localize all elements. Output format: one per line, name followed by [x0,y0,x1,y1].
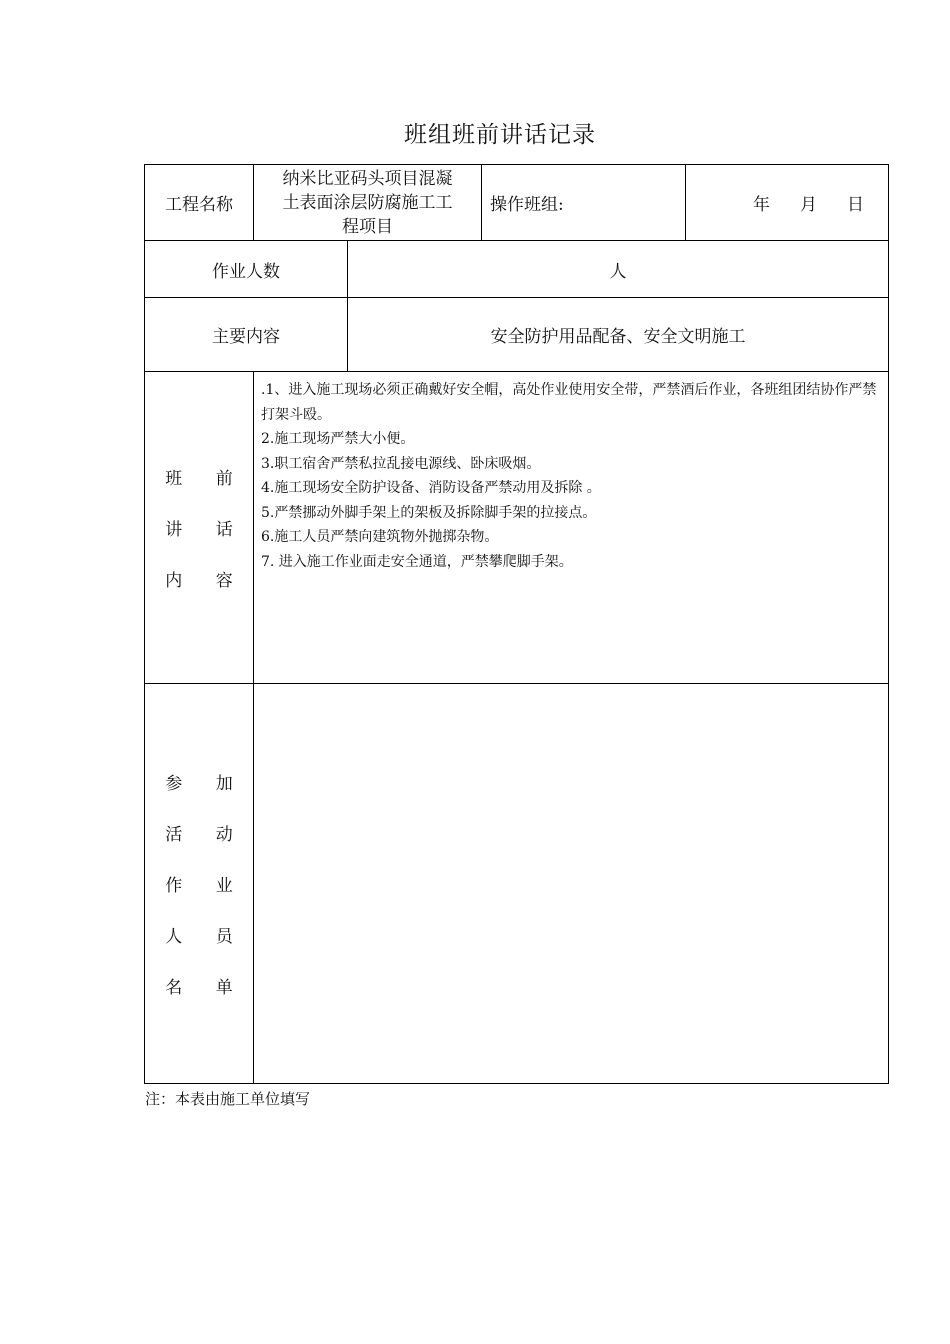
worker-count-value: 人 [609,261,627,282]
worker-count-label: 作业人数 [212,261,280,282]
talk-item: 4.施工现场安全防护设备、消防设备严禁动用及拆除 。 [261,480,601,496]
project-name-label: 工程名称 [165,195,233,215]
project-name-line: 土表面涂层防腐施工工 [282,192,453,213]
talk-label-line: 班 前 [165,469,247,489]
talk-item: 5.严禁挪动外脚手架上的架板及拆除脚手架的拉接点。 [261,504,597,521]
attendee-list-area[interactable] [254,684,888,1083]
talk-label-line: 内 容 [165,571,247,591]
attendee-label-line: 名 单 [165,978,247,998]
main-content-label: 主要内容 [212,327,280,347]
date-field [686,165,888,240]
attendee-label-line: 人 员 [165,927,247,947]
project-name-value [254,165,481,240]
talk-content-list [261,378,883,574]
attendee-label-line: 作 业 [165,876,247,896]
main-content-value: 安全防护用品配备、安全文明施工 [490,327,746,347]
talk-label-line: 讲 话 [165,520,247,540]
project-name-line: 程项目 [342,216,393,237]
attendee-list-label [145,684,253,1083]
attendee-label-line: 参 加 [165,774,247,794]
date-month: 月 [800,195,817,215]
talk-item: 7. 进入施工作业面走安全通道，严禁攀爬脚手架。 [261,553,573,570]
date-day: 日 [847,195,864,215]
document-title: 班组班前讲话记录 [404,122,596,148]
talk-item: .1、进入施工现场必须正确戴好安全帽，高处作业使用安全带，严禁酒后作业，各班组团结协作严禁打架斗殴。 [261,382,877,423]
team-label: 操作班组: [490,195,564,215]
project-name-line: 纳米比亚码头项目混凝 [282,168,453,189]
date-year: 年 [753,195,770,215]
attendee-label-line: 活 动 [165,825,247,845]
talk-item: 2.施工现场严禁大小便。 [261,431,415,447]
talk-item: 3.职工宿舍严禁私拉乱接电源线、卧床吸烟。 [261,455,541,472]
talk-item: 6.施工人员严禁向建筑物外抛掷杂物。 [261,529,499,545]
footnote: 注：本表由施工单位填写 [145,1090,311,1108]
talk-content-label [145,372,253,683]
